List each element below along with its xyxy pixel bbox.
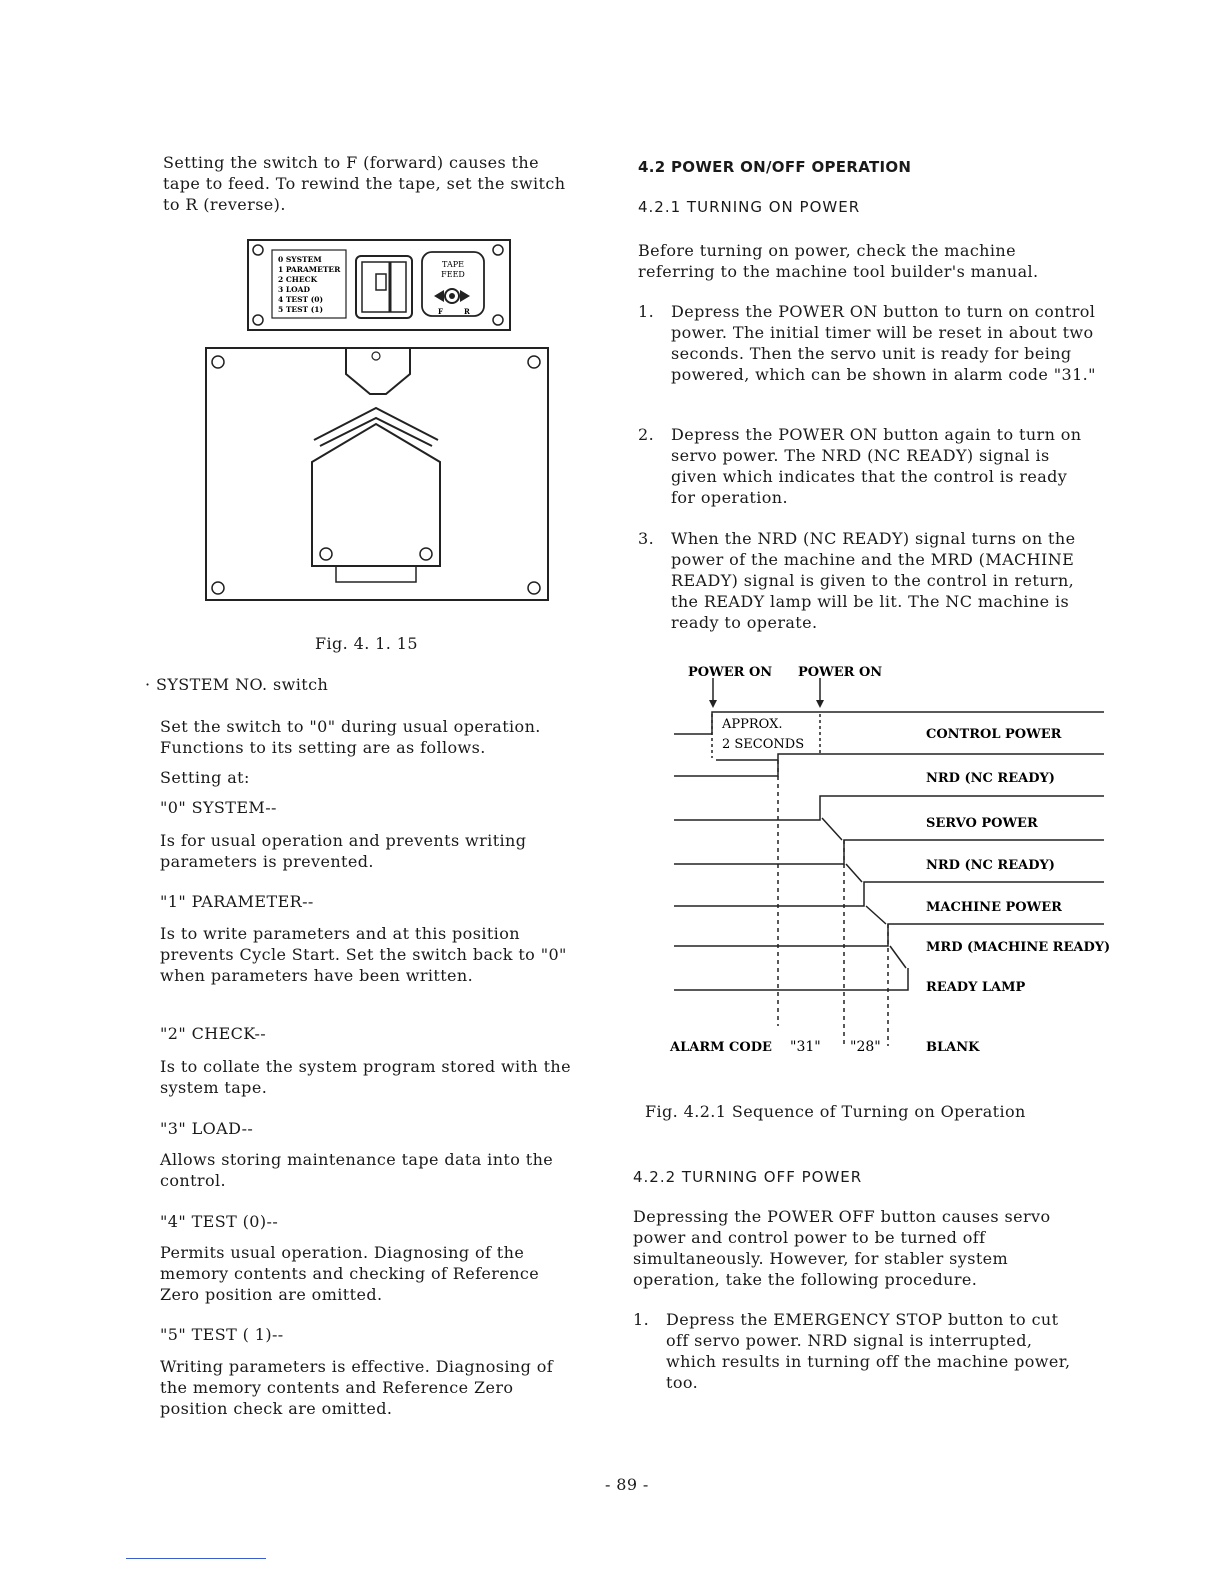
- subsection-turning-on: 4.2.1 TURNING ON POWER: [638, 198, 861, 216]
- step-text: Depress the POWER ON button again to turn on servo power. The NRD (NC READY) signal is given which indicates that the control is ready for operation.: [671, 425, 1082, 507]
- alarm-code-blank: BLANK: [926, 1040, 980, 1055]
- entry-body: Writing parameters is effective. Diagnosing of the memory contents and Reference Zero position check are omitted.: [160, 1357, 554, 1418]
- signal-mrd: MRD (MACHINE READY): [926, 940, 1110, 955]
- step-text: Depress the POWER ON button to turn on control power. The initial timer will be reset in about two seconds. Then the servo unit is ready for being powered, which can be shown in alarm code "31.": [671, 302, 1096, 384]
- entry-title: "5" TEST ( 1)--: [160, 1325, 284, 1344]
- two-seconds-label: 2 SECONDS: [722, 737, 805, 752]
- turning-on-intro: Before turning on power, check the machine referring to the machine tool builder's manual.: [638, 241, 1039, 281]
- intro-paragraph: Setting the switch to F (forward) causes the tape to feed. To rewind the tape, set the switch to R (reverse).: [163, 153, 566, 214]
- turning-off-intro: Depressing the POWER OFF button causes servo power and control power to be turned off simultaneously. However, for stabler system operation, take the following procedure.: [633, 1207, 1051, 1289]
- switch-panel-figure: [200, 236, 560, 606]
- page-number: - 89 -: [605, 1475, 649, 1494]
- alarm-code-label: ALARM CODE: [670, 1040, 772, 1055]
- footer-rule: [126, 1558, 266, 1559]
- entry-title: "4" TEST (0)--: [160, 1212, 279, 1231]
- timing-diagram: [660, 656, 1110, 1066]
- signal-ready-lamp: READY LAMP: [926, 980, 1026, 995]
- on-step-3: [638, 528, 1098, 633]
- step-number: 1.: [638, 302, 655, 321]
- entry-title: "3" LOAD--: [160, 1119, 254, 1138]
- entry-body: Allows storing maintenance tape data into the control.: [160, 1150, 554, 1190]
- alarm-code-28: "28": [850, 1039, 881, 1055]
- step-number: 3.: [638, 529, 655, 548]
- entry-title: "2" CHECK--: [160, 1024, 267, 1043]
- step-text: Depress the EMERGENCY STOP button to cut off servo power. NRD signal is interrupted, which results in turning off the machine power, too.: [666, 1310, 1071, 1392]
- power-on-label-1: POWER ON: [688, 665, 773, 680]
- panel-mode-item: 2 CHECK: [278, 275, 318, 284]
- entry-title: "0" SYSTEM--: [160, 798, 277, 817]
- subsection-turning-off: 4.2.2 TURNING OFF POWER: [633, 1168, 863, 1186]
- off-step-1: [633, 1309, 1093, 1395]
- signal-machine-power: MACHINE POWER: [926, 900, 1062, 915]
- fig-caption-4-1-15: Fig. 4. 1. 15: [315, 634, 418, 653]
- signal-servo-power: SERVO POWER: [926, 816, 1038, 831]
- section-title: 4.2 POWER ON/OFF OPERATION: [638, 158, 912, 176]
- forward-label: F: [438, 307, 443, 316]
- step-number: 2.: [638, 425, 655, 444]
- panel-mode-item: 3 LOAD: [278, 285, 310, 294]
- entry-title: "1" PARAMETER--: [160, 892, 314, 911]
- step-number: 1.: [633, 1310, 650, 1329]
- feed-label: FEED: [441, 270, 465, 279]
- set-switch-paragraph: Set the switch to "0" during usual operation. Functions to its setting are as follows.: [160, 717, 541, 757]
- approx-label: APPROX.: [722, 717, 783, 732]
- setting-at-label: Setting at:: [160, 768, 250, 787]
- alarm-code-31: "31": [790, 1039, 821, 1055]
- entry-body: Is to write parameters and at this position prevents Cycle Start. Set the switch back to "0" when parameters have been written.: [160, 924, 567, 985]
- on-step-1: [638, 301, 1098, 406]
- bullet-system-no: · SYSTEM NO. switch: [145, 675, 329, 694]
- panel-mode-item: 5 TEST (1): [278, 305, 324, 314]
- step-text: When the NRD (NC READY) signal turns on the power of the machine and the MRD (MACHINE READY) signal is given to the control in return, the READY lamp will be lit. The NC machine is ready to operate.: [671, 529, 1076, 632]
- entry-body: Permits usual operation. Diagnosing of the memory contents and checking of Reference Zero position are omitted.: [160, 1243, 540, 1304]
- signal-nrd-1: NRD (NC READY): [926, 771, 1055, 786]
- panel-mode-list: [278, 255, 341, 314]
- on-step-2: [638, 424, 1098, 510]
- panel-mode-item: 1 PARAMETER: [278, 265, 341, 274]
- panel-mode-item: 0 SYSTEM: [278, 255, 322, 264]
- signal-nrd-2: NRD (NC READY): [926, 858, 1055, 873]
- fig-caption-4-2-1: Fig. 4.2.1 Sequence of Turning on Operation: [645, 1102, 1026, 1121]
- power-on-label-2: POWER ON: [798, 665, 883, 680]
- reverse-label: R: [464, 307, 470, 316]
- panel-mode-item: 4 TEST (0): [278, 295, 324, 304]
- tape-label: TAPE: [442, 260, 464, 269]
- entry-body: Is to collate the system program stored with the system tape.: [160, 1057, 571, 1097]
- entry-body: Is for usual operation and prevents writing parameters is prevented.: [160, 831, 527, 871]
- signal-control-power: CONTROL POWER: [926, 727, 1062, 742]
